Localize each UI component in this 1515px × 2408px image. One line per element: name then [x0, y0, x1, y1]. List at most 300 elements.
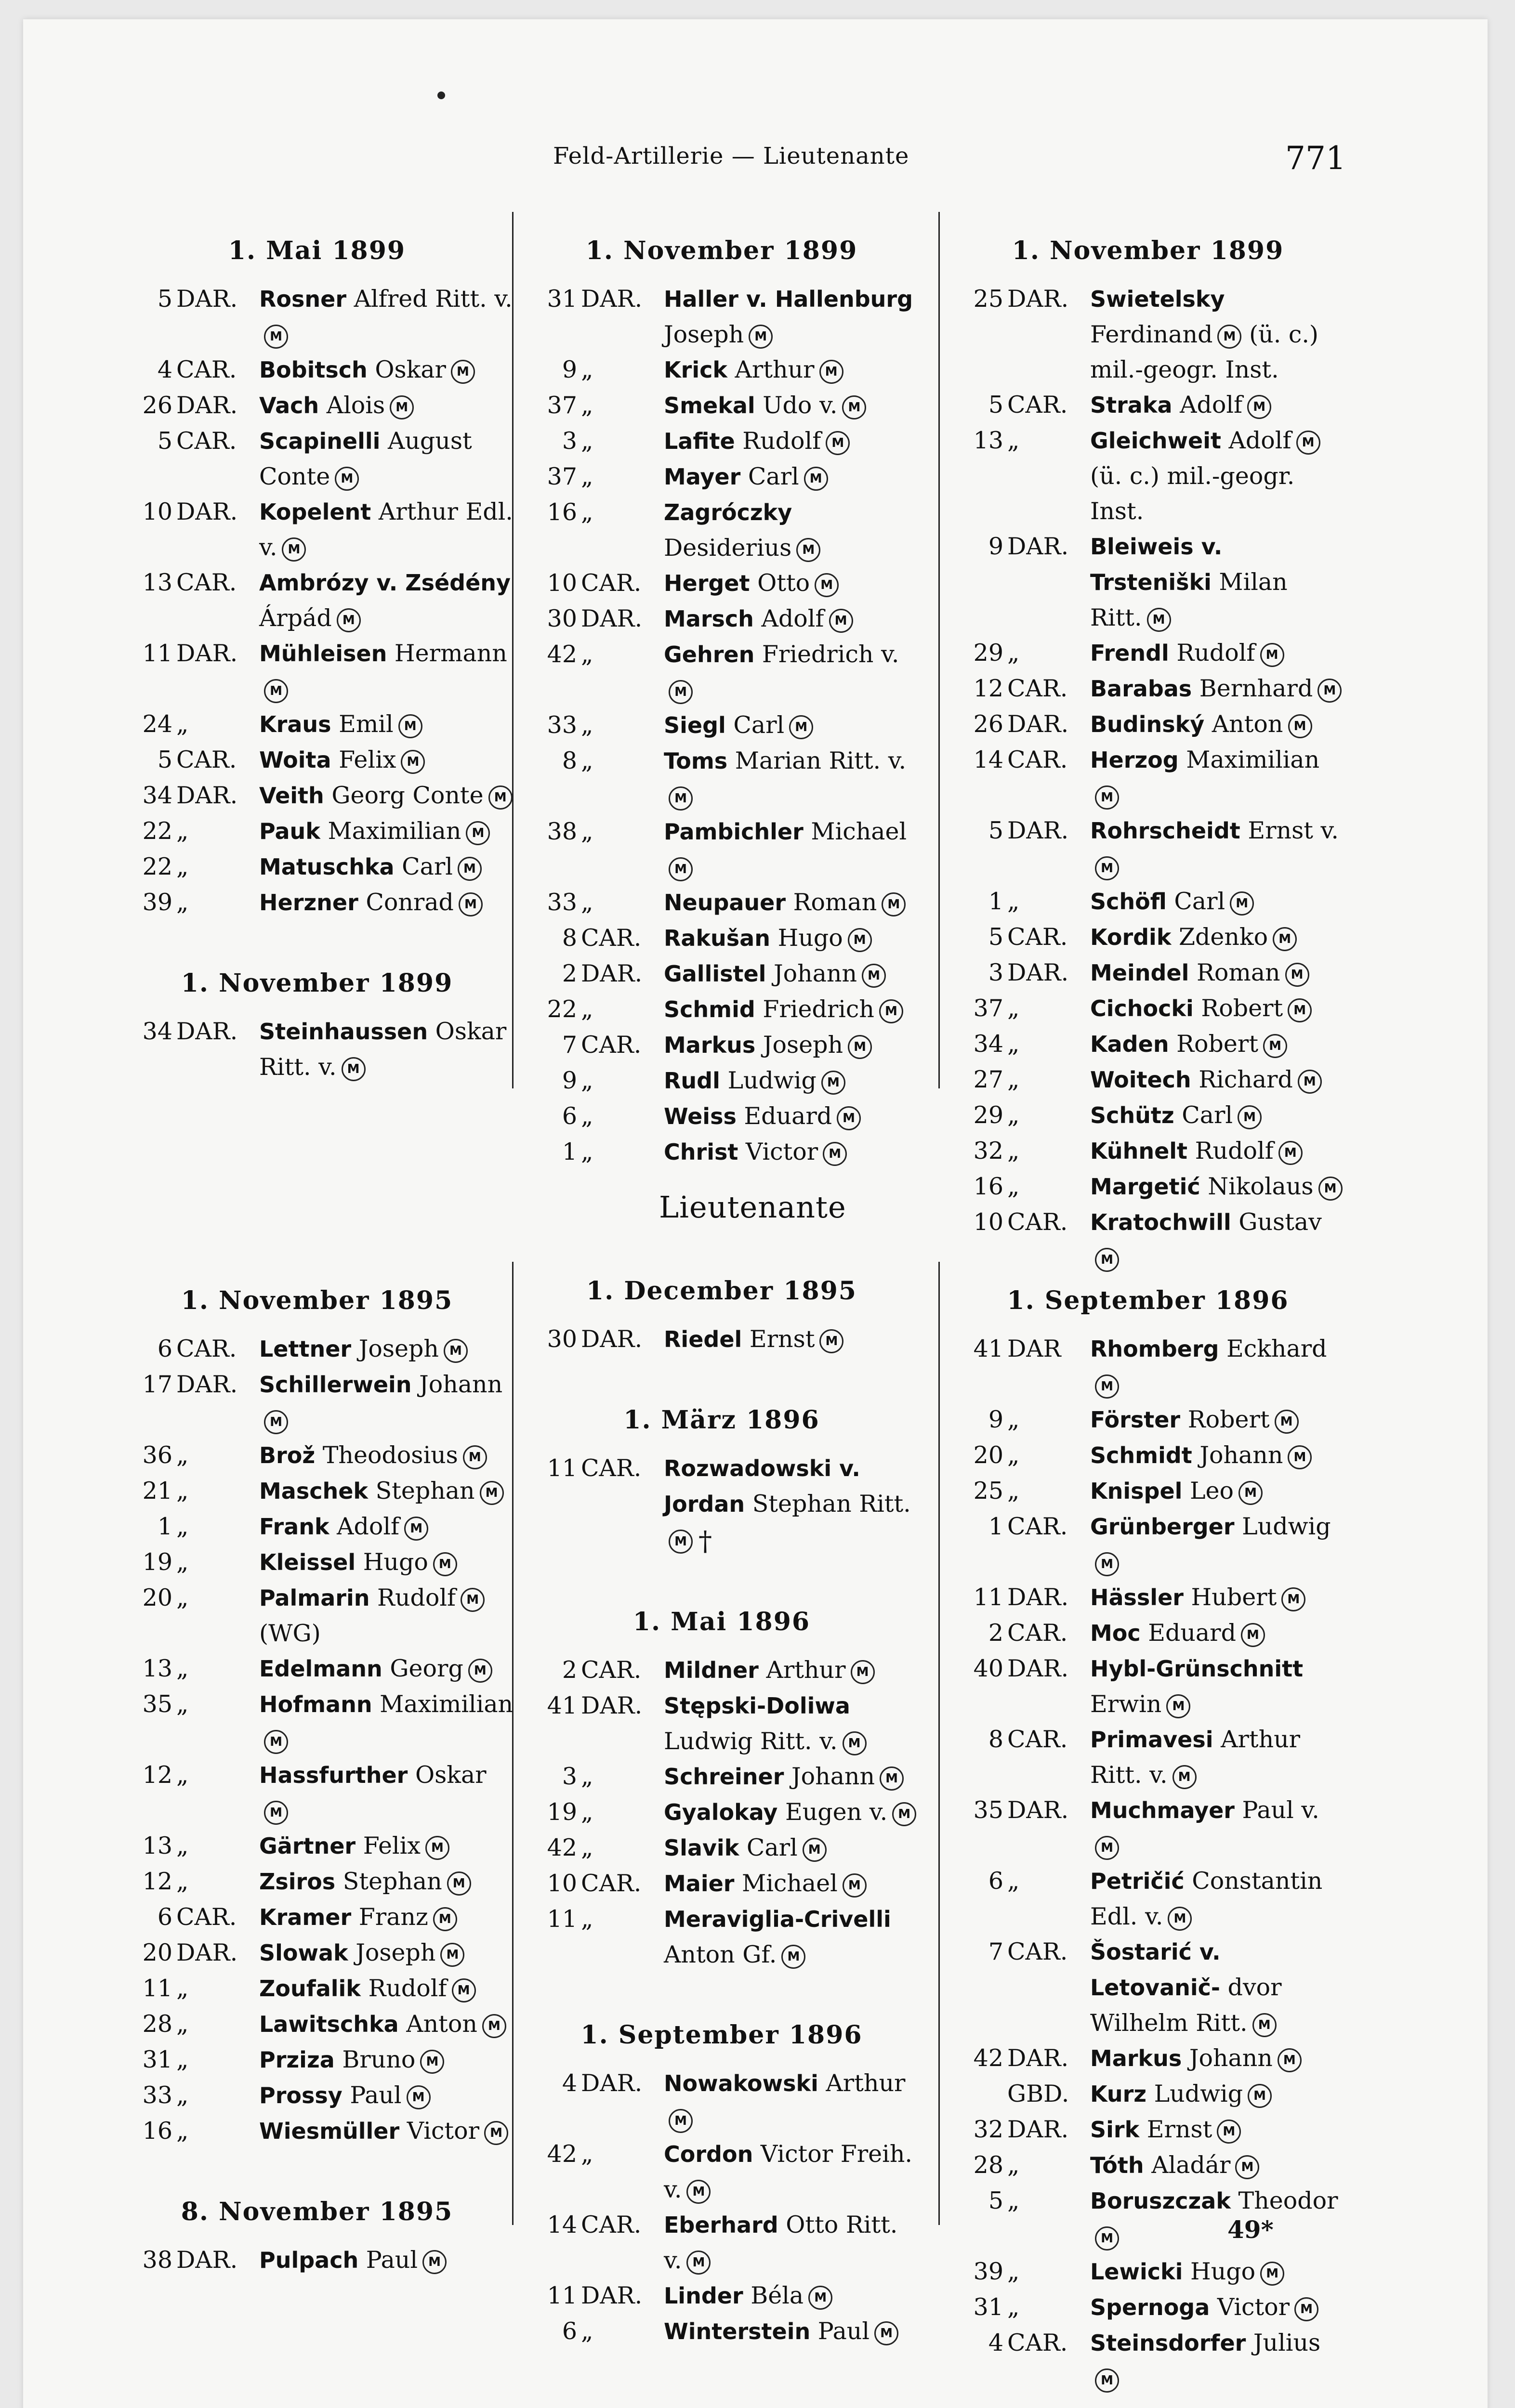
running-head: Feld-Artillerie — Lieutenante [553, 143, 909, 170]
regiment-type: CAR. [1007, 1619, 1068, 1647]
officer-name [1090, 1580, 1345, 1615]
officer-surname: Lawitschka [259, 2011, 399, 2037]
regiment-type: CAR. [176, 746, 237, 773]
officer-surname: Bobitsch [259, 357, 368, 383]
regiment-number: 26 [142, 392, 172, 419]
regiment-number: 5 [157, 427, 172, 455]
officer-given-name: Joseph [763, 1031, 843, 1059]
military-academy-icon: M [1217, 325, 1241, 349]
regiment-number: 17 [142, 1371, 172, 1398]
regiment-type: „ [1007, 995, 1020, 1022]
officer-entry [950, 635, 1345, 671]
officer-given-name: Johann [419, 1371, 503, 1398]
officer-given-name: Adolf [1180, 391, 1243, 419]
officer-given-name: Otto [757, 569, 810, 597]
officer-entry [524, 495, 919, 565]
officer-entry [119, 423, 514, 494]
officer-name [664, 707, 919, 743]
officer-entry [524, 2136, 919, 2207]
military-academy-icon: M [819, 1329, 843, 1353]
officer-given-name: Stephan [375, 1477, 475, 1505]
regiment-number: 11 [547, 1905, 577, 1933]
regiment-type: CAR. [1007, 746, 1068, 773]
regiment-type: „ [176, 2010, 189, 2038]
regiment-type: „ [581, 1798, 593, 1826]
officer-name [259, 1544, 514, 1580]
officer-entry [950, 742, 1345, 813]
officer-name [664, 1759, 919, 1794]
regiment-type: CAR. [581, 2211, 642, 2238]
officer-surname: Hassfurther [259, 1762, 408, 1788]
officer-entry [119, 2242, 514, 2278]
officer-name [259, 885, 514, 920]
officer-surname: Slowak [259, 1940, 348, 1966]
officer-given-name: Paul [817, 2317, 870, 2345]
regiment-number: 13 [142, 1832, 172, 1859]
officer-entry [119, 2113, 514, 2149]
regiment-type: DAR. [581, 2069, 643, 2097]
regiment-number: 34 [142, 1018, 172, 1045]
officer-entry [524, 1794, 919, 1830]
regiment-type: „ [1007, 888, 1020, 915]
officer-given-name: Anton [406, 2010, 477, 2038]
officer-surname: Cichocki [1090, 995, 1194, 1021]
officer-given-name: Johann [1189, 2044, 1273, 2072]
military-academy-icon: M [819, 360, 843, 384]
officer-name [1090, 2254, 1345, 2290]
officer-name [1090, 742, 1345, 813]
officer-surname: Kramer [259, 1904, 352, 1930]
officer-surname: Frendl [1090, 640, 1169, 666]
officer-surname: Pauk [259, 818, 320, 844]
officer-surname: Barabas [1090, 676, 1192, 702]
military-academy-icon: M [1263, 1034, 1287, 1058]
officer-surname: Maier [664, 1871, 735, 1897]
regiment-number: 12 [973, 675, 1003, 702]
regiment-type: „ [176, 1690, 189, 1718]
officer-given-name: Ludwig [1154, 2080, 1243, 2107]
military-academy-icon: M [282, 537, 306, 562]
officer-surname: Sirk [1090, 2117, 1140, 2143]
regiment-type: „ [176, 2117, 189, 2145]
officer-given-name: dvor Wilhelm Ritt. [1090, 1974, 1282, 2037]
officer-given-name: Johann [774, 960, 857, 987]
officer-given-name: Desiderius [664, 534, 792, 562]
bottom-column-2 [524, 1267, 919, 2349]
regiment-number: 8 [988, 1726, 1003, 1753]
officer-entry [119, 494, 514, 565]
regiment-number: 19 [142, 1548, 172, 1576]
officer-entry [119, 1014, 514, 1085]
regiment-type: DAR. [176, 1939, 238, 1966]
military-academy-icon: M [1285, 963, 1309, 987]
regiment-number: 11 [142, 640, 172, 667]
officer-given-name: Eduard [744, 1102, 832, 1130]
regiment-number: 2 [988, 1619, 1003, 1647]
officer-given-name: Carl [1182, 1101, 1233, 1129]
officer-entry [119, 565, 514, 636]
regiment-type: CAR. [176, 1335, 237, 1362]
regiment-type: DAR. [1007, 1584, 1069, 1611]
regiment-number: 33 [547, 889, 577, 916]
regiment-number: 4 [988, 2329, 1003, 2356]
officer-entry [119, 2042, 514, 2078]
officer-surname: Prziza [259, 2047, 335, 2073]
column-rule [938, 1262, 940, 2225]
officer-name [259, 2113, 514, 2149]
officer-entry [524, 352, 919, 388]
officer-entry [950, 1509, 1345, 1580]
officer-given-name: Ludwig [1242, 1513, 1331, 1540]
officer-name [664, 423, 919, 459]
regiment-number: 29 [973, 639, 1003, 667]
officer-entry [524, 920, 919, 956]
regiment-number: 31 [547, 285, 577, 313]
officer-name [1090, 1615, 1345, 1651]
officer-name [1090, 1133, 1345, 1169]
officer-surname: Mayer [664, 464, 741, 490]
officer-entry [119, 1438, 514, 1473]
officer-name [664, 2136, 919, 2207]
officer-given-name: Carl [402, 853, 453, 880]
officer-given-name: Maximilian [1186, 746, 1320, 773]
regiment-type: „ [581, 1834, 593, 1861]
officer-surname: Rohrscheidt [1090, 818, 1240, 844]
officer-surname: Marsch [664, 606, 754, 632]
officer-given-name: Oskar Ritt. v. [259, 1018, 507, 1081]
regiment-type: „ [581, 1138, 593, 1165]
officer-surname: Maschek [259, 1478, 369, 1504]
officer-name [259, 1367, 514, 1438]
officer-given-name: Felix [339, 746, 396, 773]
regiment-number: 3 [562, 427, 577, 455]
officer-surname: Schöfl [1090, 889, 1167, 915]
officer-given-name: Rudolf [368, 1975, 447, 2002]
regiment-number: 5 [157, 746, 172, 773]
officer-name [664, 637, 919, 707]
officer-name [259, 423, 514, 494]
officer-entry [524, 1451, 919, 1559]
regiment-type: „ [581, 1067, 593, 1094]
officer-given-name: Ludwig [727, 1067, 817, 1094]
column-rule [512, 212, 514, 1088]
military-academy-icon: M [1248, 2084, 1272, 2108]
military-academy-icon: M [488, 785, 513, 810]
regiment-number: 7 [988, 1938, 1003, 1965]
regiment-number: 4 [157, 356, 172, 383]
regiment-type: CAR. [581, 1870, 642, 1897]
officer-surname: Edelmann [259, 1656, 382, 1682]
officer-surname: Weiss [664, 1103, 737, 1129]
officer-surname: Zagróczky [664, 499, 792, 525]
officer-surname: Brož [259, 1442, 316, 1468]
regiment-type: DAR. [176, 498, 238, 525]
officer-name [1090, 1331, 1345, 1402]
military-academy-icon: M [848, 1035, 872, 1059]
regiment-type: „ [581, 1905, 593, 1933]
officer-surname: Rudl [664, 1068, 720, 1094]
military-academy-icon: M [404, 1517, 428, 1541]
officer-entry [950, 1651, 1345, 1722]
officer-entry [950, 1062, 1345, 1098]
officer-entry [119, 1935, 514, 1971]
military-academy-icon: M [459, 892, 483, 916]
military-academy-icon: M [1238, 1481, 1263, 1505]
officer-name [1090, 2290, 1345, 2325]
military-academy-icon: M [892, 1802, 916, 1826]
officer-entry [119, 1367, 514, 1438]
officer-name [259, 1580, 514, 1651]
regiment-type: „ [1007, 1477, 1020, 1505]
officer-given-name: Hubert [1191, 1584, 1277, 1611]
regiment-number: 37 [973, 995, 1003, 1022]
officer-entry [524, 1134, 919, 1170]
regiment-number: 3 [562, 1763, 577, 1790]
regiment-type: „ [1007, 1030, 1020, 1058]
military-academy-icon: M [1095, 785, 1119, 810]
regiment-type: „ [176, 2046, 189, 2073]
military-academy-icon: M [1296, 431, 1320, 455]
military-academy-icon: M [848, 928, 872, 952]
officer-entry [950, 1438, 1345, 1473]
military-academy-icon: M [1238, 1105, 1262, 1129]
officer-entry [950, 281, 1345, 387]
officer-surname: Ambrózy v. Zsédény [259, 570, 511, 596]
officer-entry [524, 2314, 919, 2349]
regiment-type: „ [581, 711, 593, 739]
regiment-number: 11 [973, 1584, 1003, 1611]
officer-name [664, 2066, 919, 2136]
military-academy-icon: M [466, 821, 490, 845]
officer-entry [119, 1651, 514, 1687]
military-academy-icon: M [1168, 1907, 1192, 1931]
military-academy-icon: M [433, 1907, 457, 1931]
officer-surname: Rosner [259, 286, 347, 312]
officer-name [1090, 2183, 1345, 2254]
officer-given-name: Hermann [394, 640, 507, 667]
regiment-number: 21 [142, 1477, 172, 1505]
regiment-number: 35 [973, 1796, 1003, 1824]
military-academy-icon: M [390, 395, 414, 419]
officer-entry [524, 423, 919, 459]
regiment-number: 16 [973, 1173, 1003, 1200]
regiment-type: „ [176, 1441, 189, 1469]
officer-entry [950, 2254, 1345, 2290]
officer-given-name: Arthur [735, 356, 815, 383]
officer-name [664, 1063, 919, 1099]
regiment-number: 28 [973, 2151, 1003, 2179]
military-academy-icon: M [686, 2251, 711, 2275]
officer-surname: Schreiner [664, 1764, 784, 1790]
officer-entry [119, 1828, 514, 1864]
regiment-number: 31 [142, 2046, 172, 2073]
officer-name [1090, 1098, 1345, 1133]
military-academy-icon: M [451, 360, 475, 384]
military-academy-icon: M [433, 1552, 457, 1576]
officer-given-name: Adolf [337, 1513, 400, 1540]
regiment-number: 2 [562, 960, 577, 987]
officer-surname: Gallistel [664, 961, 766, 987]
military-academy-icon: M [264, 1801, 288, 1825]
regiment-number: 27 [973, 1066, 1003, 1093]
officer-entry [119, 1971, 514, 2006]
officer-entry [950, 671, 1345, 707]
officer-name [1090, 529, 1345, 635]
officer-entry [524, 1063, 919, 1099]
regiment-number: 5 [988, 2187, 1003, 2214]
officer-surname: Meindel [1090, 960, 1189, 986]
officer-surname: Rakušan [664, 925, 770, 951]
officer-given-name: Emil [339, 710, 394, 738]
officer-given-name: Alois [326, 392, 385, 419]
officer-surname: Grünberger [1090, 1514, 1235, 1540]
officer-surname: Lettner [259, 1336, 352, 1362]
officer-entry [119, 281, 514, 352]
officer-surname: Toms [664, 748, 728, 774]
officer-given-name: Árpád [259, 604, 332, 632]
regiment-type: CAR. [581, 1656, 642, 1684]
military-academy-icon: M [1273, 927, 1297, 951]
officer-name [1090, 1204, 1345, 1275]
military-academy-icon: M [264, 1730, 288, 1754]
military-academy-icon: M [444, 1339, 468, 1363]
officer-entry [950, 1402, 1345, 1438]
regiment-number: 11 [547, 1454, 577, 1482]
officer-name [259, 813, 514, 849]
date-heading: 1. Mai 1899 [228, 236, 406, 265]
officer-entry [950, 2325, 1345, 2396]
military-academy-icon: M [1095, 856, 1119, 880]
officer-surname: Kleissel [259, 1549, 356, 1575]
regiment-type: DAR. [176, 1018, 238, 1045]
officer-entry [119, 813, 514, 849]
regiment-type: „ [1007, 1066, 1020, 1093]
officer-surname: Förster [1090, 1407, 1181, 1433]
officer-name [259, 2078, 514, 2113]
date-heading: 1. November 1895 [181, 1286, 453, 1315]
officer-given-name: Carl [746, 1834, 798, 1861]
officer-entry [950, 991, 1345, 1026]
officer-entry [524, 2207, 919, 2278]
officer-given-name: Georg [390, 1655, 463, 1682]
officer-surname: Nowakowski [664, 2070, 818, 2096]
regiment-type: DAR. [581, 605, 643, 632]
regiment-number: 26 [973, 710, 1003, 738]
military-academy-icon: M [826, 431, 850, 455]
military-academy-icon: M [669, 2109, 693, 2133]
regiment-type: CAR. [1007, 1938, 1068, 1965]
officer-surname: Muchmayer [1090, 1797, 1235, 1823]
regiment-number: 30 [547, 605, 577, 632]
regiment-type: „ [1007, 1406, 1020, 1433]
military-academy-icon: M [1298, 1070, 1322, 1094]
officer-surname: Herzner [259, 890, 358, 916]
regiment-type: CAR. [176, 427, 237, 455]
officer-entry [524, 1688, 919, 1759]
regiment-type: „ [1007, 1441, 1020, 1469]
military-academy-icon: M [879, 999, 903, 1023]
regiment-type: CAR. [581, 1031, 642, 1059]
regiment-type: „ [1007, 2258, 1020, 2285]
regiment-type: CAR. [1007, 2329, 1068, 2356]
officer-name [259, 1971, 514, 2006]
bottom-column-3 [950, 1276, 1345, 2396]
regiment-number: 33 [547, 711, 577, 739]
officer-surname: Boruszczak [1090, 2188, 1231, 2214]
officer-entry [950, 1863, 1345, 1934]
regiment-number: 41 [973, 1335, 1003, 1362]
regiment-number: 29 [973, 1101, 1003, 1129]
officer-entry [119, 1757, 514, 1828]
regiment-type: „ [581, 463, 593, 490]
officer-given-name: Eugen v. [785, 1798, 888, 1826]
officer-surname: Riedel [664, 1326, 742, 1352]
column-rule [512, 1262, 514, 2225]
officer-name [664, 1134, 919, 1170]
military-academy-icon: M [337, 608, 361, 632]
officer-surname: Primavesi [1090, 1727, 1213, 1753]
regiment-type: „ [581, 1763, 593, 1790]
officer-entry [524, 601, 919, 637]
officer-name [664, 1451, 919, 1559]
military-academy-icon: M [1260, 643, 1284, 667]
officer-given-name: Rudolf [1195, 1137, 1274, 1165]
military-academy-icon: M [264, 1410, 288, 1434]
officer-given-name: Béla [751, 2282, 804, 2309]
regiment-type: „ [1007, 639, 1020, 667]
officer-surname: Meraviglia-Crivelli [664, 1906, 891, 1932]
officer-name [664, 459, 919, 495]
officer-given-name: Carl [748, 463, 799, 490]
officer-given-name: Victor Freih. v. [664, 2140, 912, 2203]
regiment-number: 39 [973, 2258, 1003, 2285]
officer-name [259, 2006, 514, 2042]
officer-entry [119, 1864, 514, 1899]
officer-surname: Herget [664, 570, 750, 596]
officer-surname: Kaden [1090, 1031, 1169, 1057]
regiment-number: 42 [547, 641, 577, 668]
officer-entry [119, 388, 514, 423]
officer-name [664, 743, 919, 814]
officer-entry [524, 956, 919, 992]
regiment-type: DAR. [581, 1325, 643, 1353]
regiment-number: 4 [562, 2069, 577, 2097]
regiment-type: „ [176, 817, 189, 845]
officer-given-name: Anton [1212, 710, 1283, 738]
military-academy-icon: M [401, 750, 425, 774]
regiment-type: DAR. [1007, 2044, 1069, 2072]
regiment-number: 13 [142, 1655, 172, 1682]
regiment-type: DAR. [176, 2246, 238, 2274]
military-academy-icon: M [463, 1445, 487, 1469]
regiment-type: CAR. [1007, 1208, 1068, 1236]
officer-entry [119, 1544, 514, 1580]
military-academy-icon: M [669, 857, 693, 881]
military-academy-icon: M [874, 2321, 898, 2345]
officer-note: (ü. c.) mil.-geogr. Inst. [1090, 321, 1319, 383]
regiment-type: „ [176, 1761, 189, 1789]
regiment-number: 42 [973, 2044, 1003, 2072]
officer-given-name: Friedrich v. [762, 641, 899, 668]
regiment-type: „ [176, 710, 189, 738]
officer-name [259, 1757, 514, 1828]
regiment-number: 10 [142, 498, 172, 525]
top-column-2 [524, 226, 919, 1170]
officer-surname: Cordon [664, 2141, 753, 2167]
regiment-number: 6 [562, 2317, 577, 2345]
regiment-number: 34 [973, 1030, 1003, 1058]
officer-surname: Woitech [1090, 1067, 1191, 1093]
